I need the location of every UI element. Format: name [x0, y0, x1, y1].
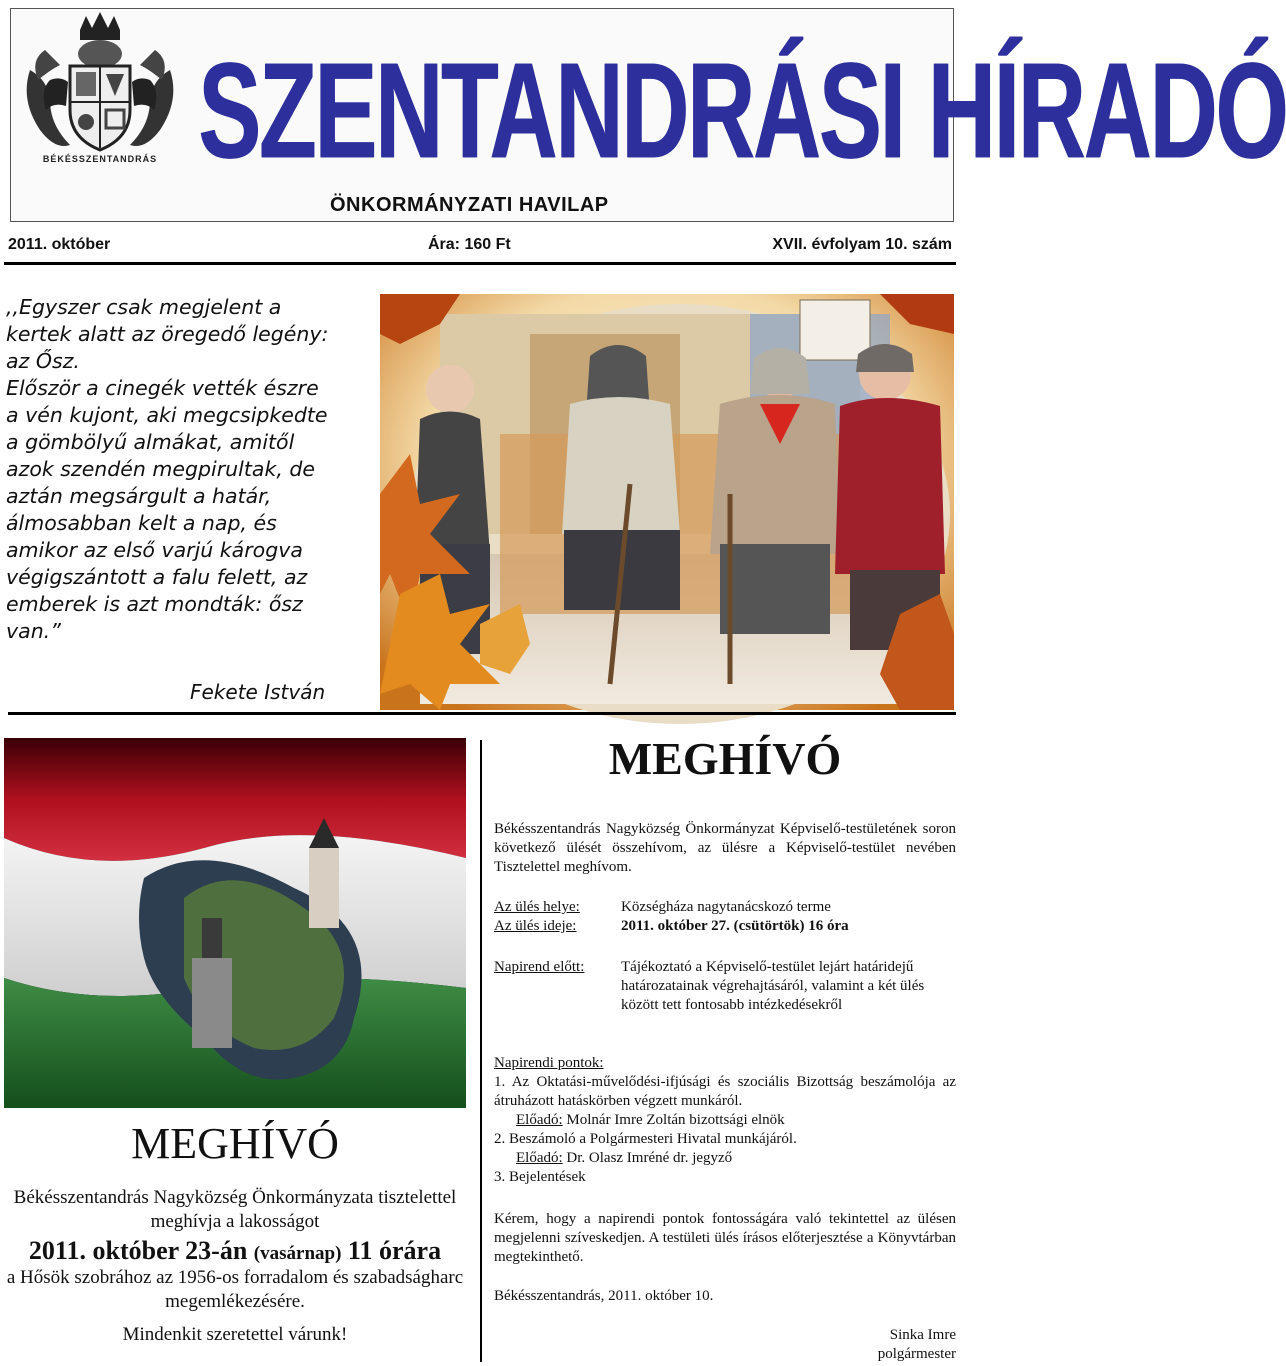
agenda-point-3: 3. Bejelentések: [494, 1169, 586, 1185]
coat-of-arms-logo: [20, 10, 180, 160]
issue-volume: XVII. évfolyam 10. szám: [772, 236, 952, 253]
agenda-point-1: [494, 1073, 956, 1130]
poster-date-time: 11 órára: [347, 1236, 442, 1265]
invitation-closing: Kérem, hogy a napirendi pontok fontosságára való tekintettel az ülésen megjelenni szíveskedjen. A testületi ülés írásos előterjesztése a Könyvtárban megtekinthető.: [494, 1211, 956, 1265]
poem-quote: ,,Egyszer csak megjelent a kertek alatt az öregedő legény: az Ősz. Először a cinegék vették észre a vén kujont, aki megcsipkedte a gömbölyű almákat, amitől azok szendén megpirultak, de aztán megsárgult a határ, álmosabban kelt a nap, és amikor az első varjú károgva végigszántott a falu felett, az emberek is azt mondták: ősz van.”: [6, 295, 329, 643]
signer-name: Sinka Imre: [889, 1327, 956, 1343]
pre-agenda-row: [494, 958, 956, 1038]
meeting-place-row: [494, 898, 956, 917]
dateline: Békésszentandrás, 2011. október 10.: [494, 1288, 714, 1304]
issue-price: Ára: 160 Ft: [428, 236, 511, 253]
poster-welcome: Mindenkit szeretettel várunk!: [122, 1324, 348, 1345]
agenda-point-2-text: 2. Beszámoló a Polgármesteri Hivatal munkájáról.: [494, 1131, 797, 1147]
meeting-time-label: Az ülés ideje:: [494, 918, 577, 934]
divider: [8, 712, 956, 715]
agenda-point-2: [494, 1130, 956, 1168]
newspaper-title: SZENTANDRÁSI HÍRADÓ: [198, 34, 1286, 187]
issue-date: 2011. október: [8, 236, 111, 253]
crest-caption: BÉKÉSSZENTANDRÁS: [42, 154, 158, 164]
issue-info-bar: [0, 232, 960, 260]
poster-date-day: (vasárnap): [253, 1243, 342, 1264]
poster-date: [4, 1236, 466, 1266]
newspaper-subtitle: ÖNKORMÁNYZATI HAVILAP: [330, 194, 609, 216]
poster-title: MEGHÍVÓ: [131, 1119, 339, 1168]
invitation-title: MEGHÍVÓ: [608, 733, 842, 784]
meeting-time-value: 2011. október 27. (csütörtök) 16 óra: [621, 918, 849, 934]
column-divider: [480, 740, 482, 1362]
elderly-women-photo: [380, 294, 954, 710]
signer-title: polgármester: [877, 1346, 956, 1362]
agenda-point-1-presenter: Előadó: Molnár Imre Zoltán bizottsági elnök: [516, 1112, 785, 1128]
agenda-points-title: Napirendi pontok:: [494, 1055, 604, 1071]
pre-agenda-label: Napirend előtt:: [494, 959, 585, 975]
pre-agenda-value: Tájékoztató a Képviselő-testület lejárt határidejű határozatainak végrehajtásáról, valamint a két ülés között tett fontosabb intézkedésekről: [621, 959, 925, 1013]
poster-date-main: 2011. október 23-án: [28, 1236, 248, 1265]
invitation-intro: Békésszentandrás Nagyközség Önkormányzat Képviselő-testületének soron következő ülését összehívom, az ülésre a Képviselő-testület nevében Tisztelettel meghívom.: [494, 821, 956, 875]
poster-place: a Hősök szobrához az 1956-os forradalom és szabadságharc megemlékezésére.: [6, 1267, 464, 1312]
poster-organizer: Békésszentandrás Nagyközség Önkormányzata tisztelettel meghívja a lakosságot: [13, 1187, 457, 1232]
meeting-place-label: Az ülés helye:: [494, 899, 580, 915]
signature: [494, 1326, 956, 1364]
poem-author: Fekete István: [190, 680, 326, 704]
meeting-place-value: Községháza nagytanácskozó terme: [621, 899, 831, 915]
agenda-point-1-text: 1. Az Oktatási-művelődési-ifjúsági és szociális Bizottság beszámolója az átruházott hatáskörben végzett munkáról.: [494, 1074, 956, 1109]
agenda-point-2-presenter: Előadó: Dr. Olasz Imréné dr. jegyző: [516, 1150, 733, 1166]
meeting-time-row: [494, 917, 956, 936]
divider: [4, 262, 956, 265]
